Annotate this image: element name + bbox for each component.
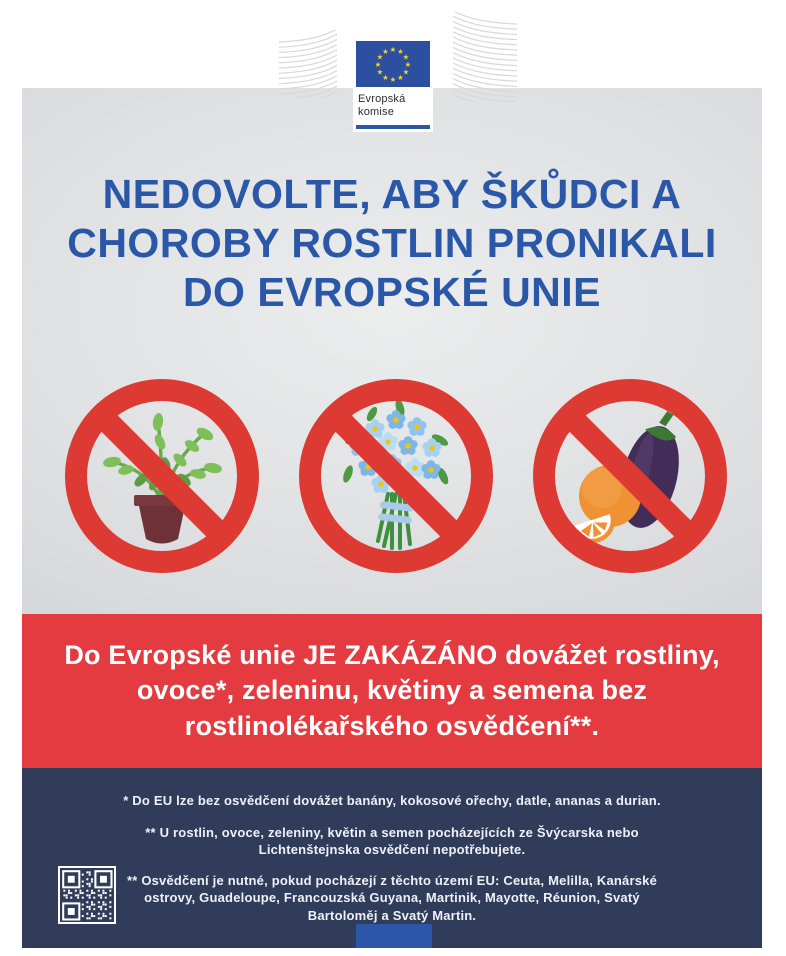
prohibition-signs-row: [22, 376, 762, 576]
ec-logo-label-line1: Evropská: [358, 93, 406, 105]
prohibition-banner-text: [64, 638, 719, 743]
svg-text:★: ★: [374, 60, 382, 69]
svg-text:★: ★: [397, 73, 404, 82]
svg-text:★: ★: [397, 47, 404, 56]
footnote-2: ** U rostlin, ovoce, zeleniny, květin a semen pocházejících ze Švýcarska nebo Lichtenštejnska osvědčení nepotřebujete.: [145, 824, 639, 858]
bottom-blue-tab: [356, 924, 432, 948]
poster: [22, 88, 762, 948]
no-potted-plant-icon: [62, 376, 262, 576]
banner-line: ovoce*, zeleninu, květiny a semena bez: [136, 675, 648, 706]
footnotes-section: [22, 768, 762, 948]
svg-text:★: ★: [402, 67, 410, 77]
ec-logo-box: [353, 38, 433, 132]
title-line: NEDOVOLTE, ABY ŠKŮDCI A: [102, 171, 682, 217]
ec-logo: [293, 10, 493, 140]
title-line: DO EVROPSKÉ UNIE: [182, 269, 602, 316]
banner-line: Do Evropské unie JE ZAKÁZÁNO dovážet rostliny,: [64, 640, 720, 671]
svg-text:★: ★: [376, 52, 384, 62]
building-lines-right-decoration: [453, 12, 517, 102]
footnote-1: * Do EU lze bez osvědčení dovážet banány, kokosové ořechy, datle, ananas a durian.: [123, 793, 661, 808]
svg-text:★: ★: [389, 75, 397, 84]
no-fruit-vegetable-icon: [530, 376, 730, 576]
building-lines-left-decoration: [279, 30, 337, 98]
no-flower-bouquet-icon: [296, 376, 496, 576]
ec-logo-label: [356, 87, 430, 123]
ec-logo-label-line2: komise: [358, 106, 395, 119]
svg-text:★: ★: [382, 47, 389, 56]
ec-logo-underline: [356, 125, 430, 129]
prohibition-banner: [22, 614, 762, 768]
svg-text:★: ★: [382, 73, 389, 82]
svg-text:★: ★: [402, 52, 410, 62]
svg-text:★: ★: [389, 45, 397, 54]
svg-text:★: ★: [376, 67, 384, 77]
qr-code-icon: [58, 866, 116, 924]
poster-header-section: [22, 88, 762, 614]
eu-flag-icon: [356, 41, 430, 87]
footnote-3: ** Osvědčení je nutné, pokud pocházejí z těchto území EU: Ceuta, Melilla, Kanárské ostrovy, Guadeloupe, Francouzská Guyana, Martinik, Mayotte, Réunion, Svatý Bartoloměj a Svatý Martin.: [126, 872, 658, 923]
title-line: CHOROBY ROSTLIN PRONIKALI: [67, 220, 717, 267]
svg-text:★: ★: [404, 60, 412, 69]
banner-line: rostlinolékařského osvědčení**.: [184, 710, 600, 741]
